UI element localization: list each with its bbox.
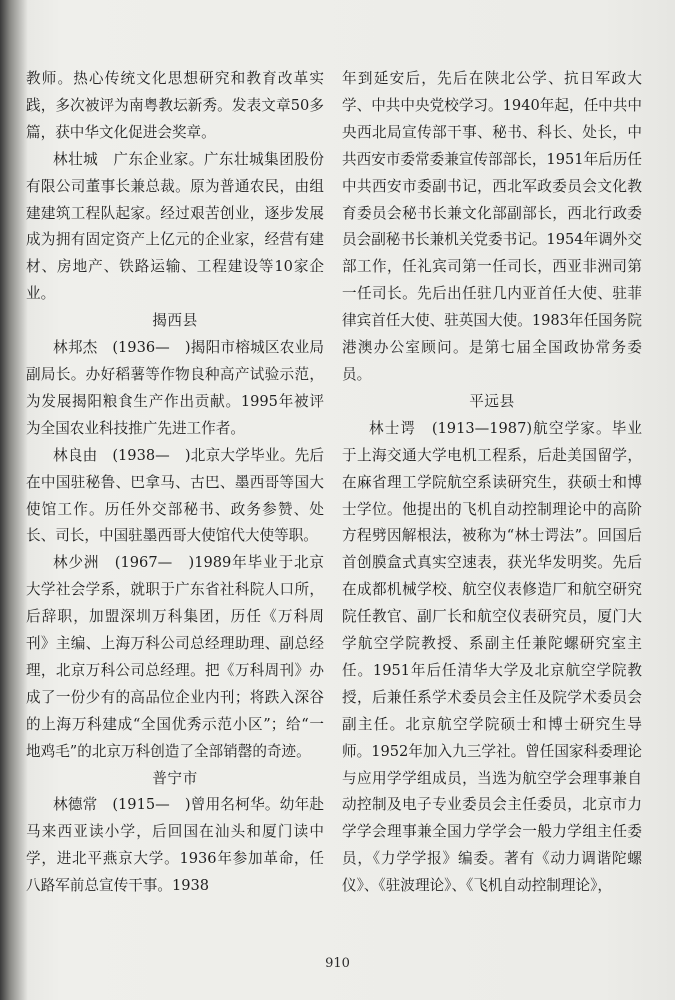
right-column — [342, 66, 642, 900]
biography-entry: 林邦杰 (1936— )揭阳市榕城区农业局副局长。办好稻薯等作物良种高产试验示范，为发展揭阳粮食生产作出贡献。1995年被评为全国农业科技推广先进工作者。 — [26, 339, 324, 437]
biography-entry: 林少洲 (1967— )1989年毕业于北京大学社会学系，就职于广东省社科院人口所，后辞职，加盟深圳万科集团，历任《万科周刊》主编、上海万科公司总经理助理、副总经理，北京万科公司总经理。把《万科周刊》办成了一份少有的高品位企业内刊；将跌入深谷的上海万科建成“全国优秀示范小区”；给“一地鸡毛”的北京万科创造了全部销罄的奇迹。 — [26, 554, 324, 760]
biography-entry: 林良由 (1938— )北京大学毕业。先后在中国驻秘鲁、巴拿马、古巴、墨西哥等国大使馆工作。历任外交部秘书、政务参赞、处长、司长，中国驻墨西哥大使馆代大使等职。 — [26, 446, 324, 545]
page-number: 910 — [325, 956, 350, 971]
biography-entry: 林士谔 (1913—1987)航空学家。毕业于上海交通大学电机工程系，后赴美国留学，在麻省理工学院航空系读研究生，获硕士和博士学位。他提出的飞机自动控制理论中的高阶方程劈因解根法，被称为“林士谔法”。回国后首创膜盒式真实空速表，获光华发明奖。先后在成都机械学校、航空仪表修造厂和航空研究院任教官、副厂长和航空仪表研究员，厦门大学航空学院教授、系副主任兼陀螺研究室主任。1951年后任清华大学及北京航空学院教授，后兼任系学术委员会主任及院学术委员会副主任。北京航空学院硕士和博士研究生导师。1952年加入九三学社。曾任国家科委理论与应用学学组成员，当选为航空学会理事兼自动控制及电子专业委员会主任委员，北京市力学学会理事兼全国力学学会一般力学组主任委员，《力学学报》编委。著有《动力调谐陀螺仪》、《驻波理论》、《飞机自动控制理论》， — [342, 419, 642, 895]
biography-entry: 林壮城 广东企业家。广东壮城集团股份有限公司董事长兼总裁。原为普通农民，由组建建筑工程队起家。经过艰苦创业，逐步发展成为拥有固定资产上亿元的企业家，经营有建材、房地产、铁路运输、工程建设等10家企业。 — [26, 150, 324, 303]
paragraph: 教师。热心传统文化思想研究和教育改革实践，多次被评为南粤教坛新秀。发表文章50多篇，获中华文化促进会奖章。 — [26, 70, 324, 141]
region-heading: 揭西县 — [152, 312, 198, 330]
left-column — [26, 66, 324, 900]
region-heading: 普宁市 — [152, 769, 198, 787]
paragraph: 年到延安后，先后在陕北公学、抗日军政大学、中共中央党校学习。1940年起，任中共中央西北局宣传部干事、秘书、科长、处长，中共西安市委常委兼宣传部部长，1951年后历任中共西安市委副书记，西北军政委员会文化教育委员会秘书长兼文化部副部长，西北行政委员会副秘书长兼机关党委书记。1954年调外交部工作，任礼宾司第一任司长，西亚非洲司第一任司长。先后出任驻几内亚首任大使、驻菲律宾首任大使、驻英国大使。1983年任国务院港澳办公室顾问。是第七届全国政协常务委员。 — [342, 70, 642, 383]
region-heading: 平远县 — [469, 392, 515, 410]
biography-entry: 林德常 (1915— )曾用名柯华。幼年赴马来西亚读小学，后回国在汕头和厦门读中学，进北平燕京大学。1936年参加革命，任八路军前总宣传干事。1938 — [26, 796, 324, 895]
